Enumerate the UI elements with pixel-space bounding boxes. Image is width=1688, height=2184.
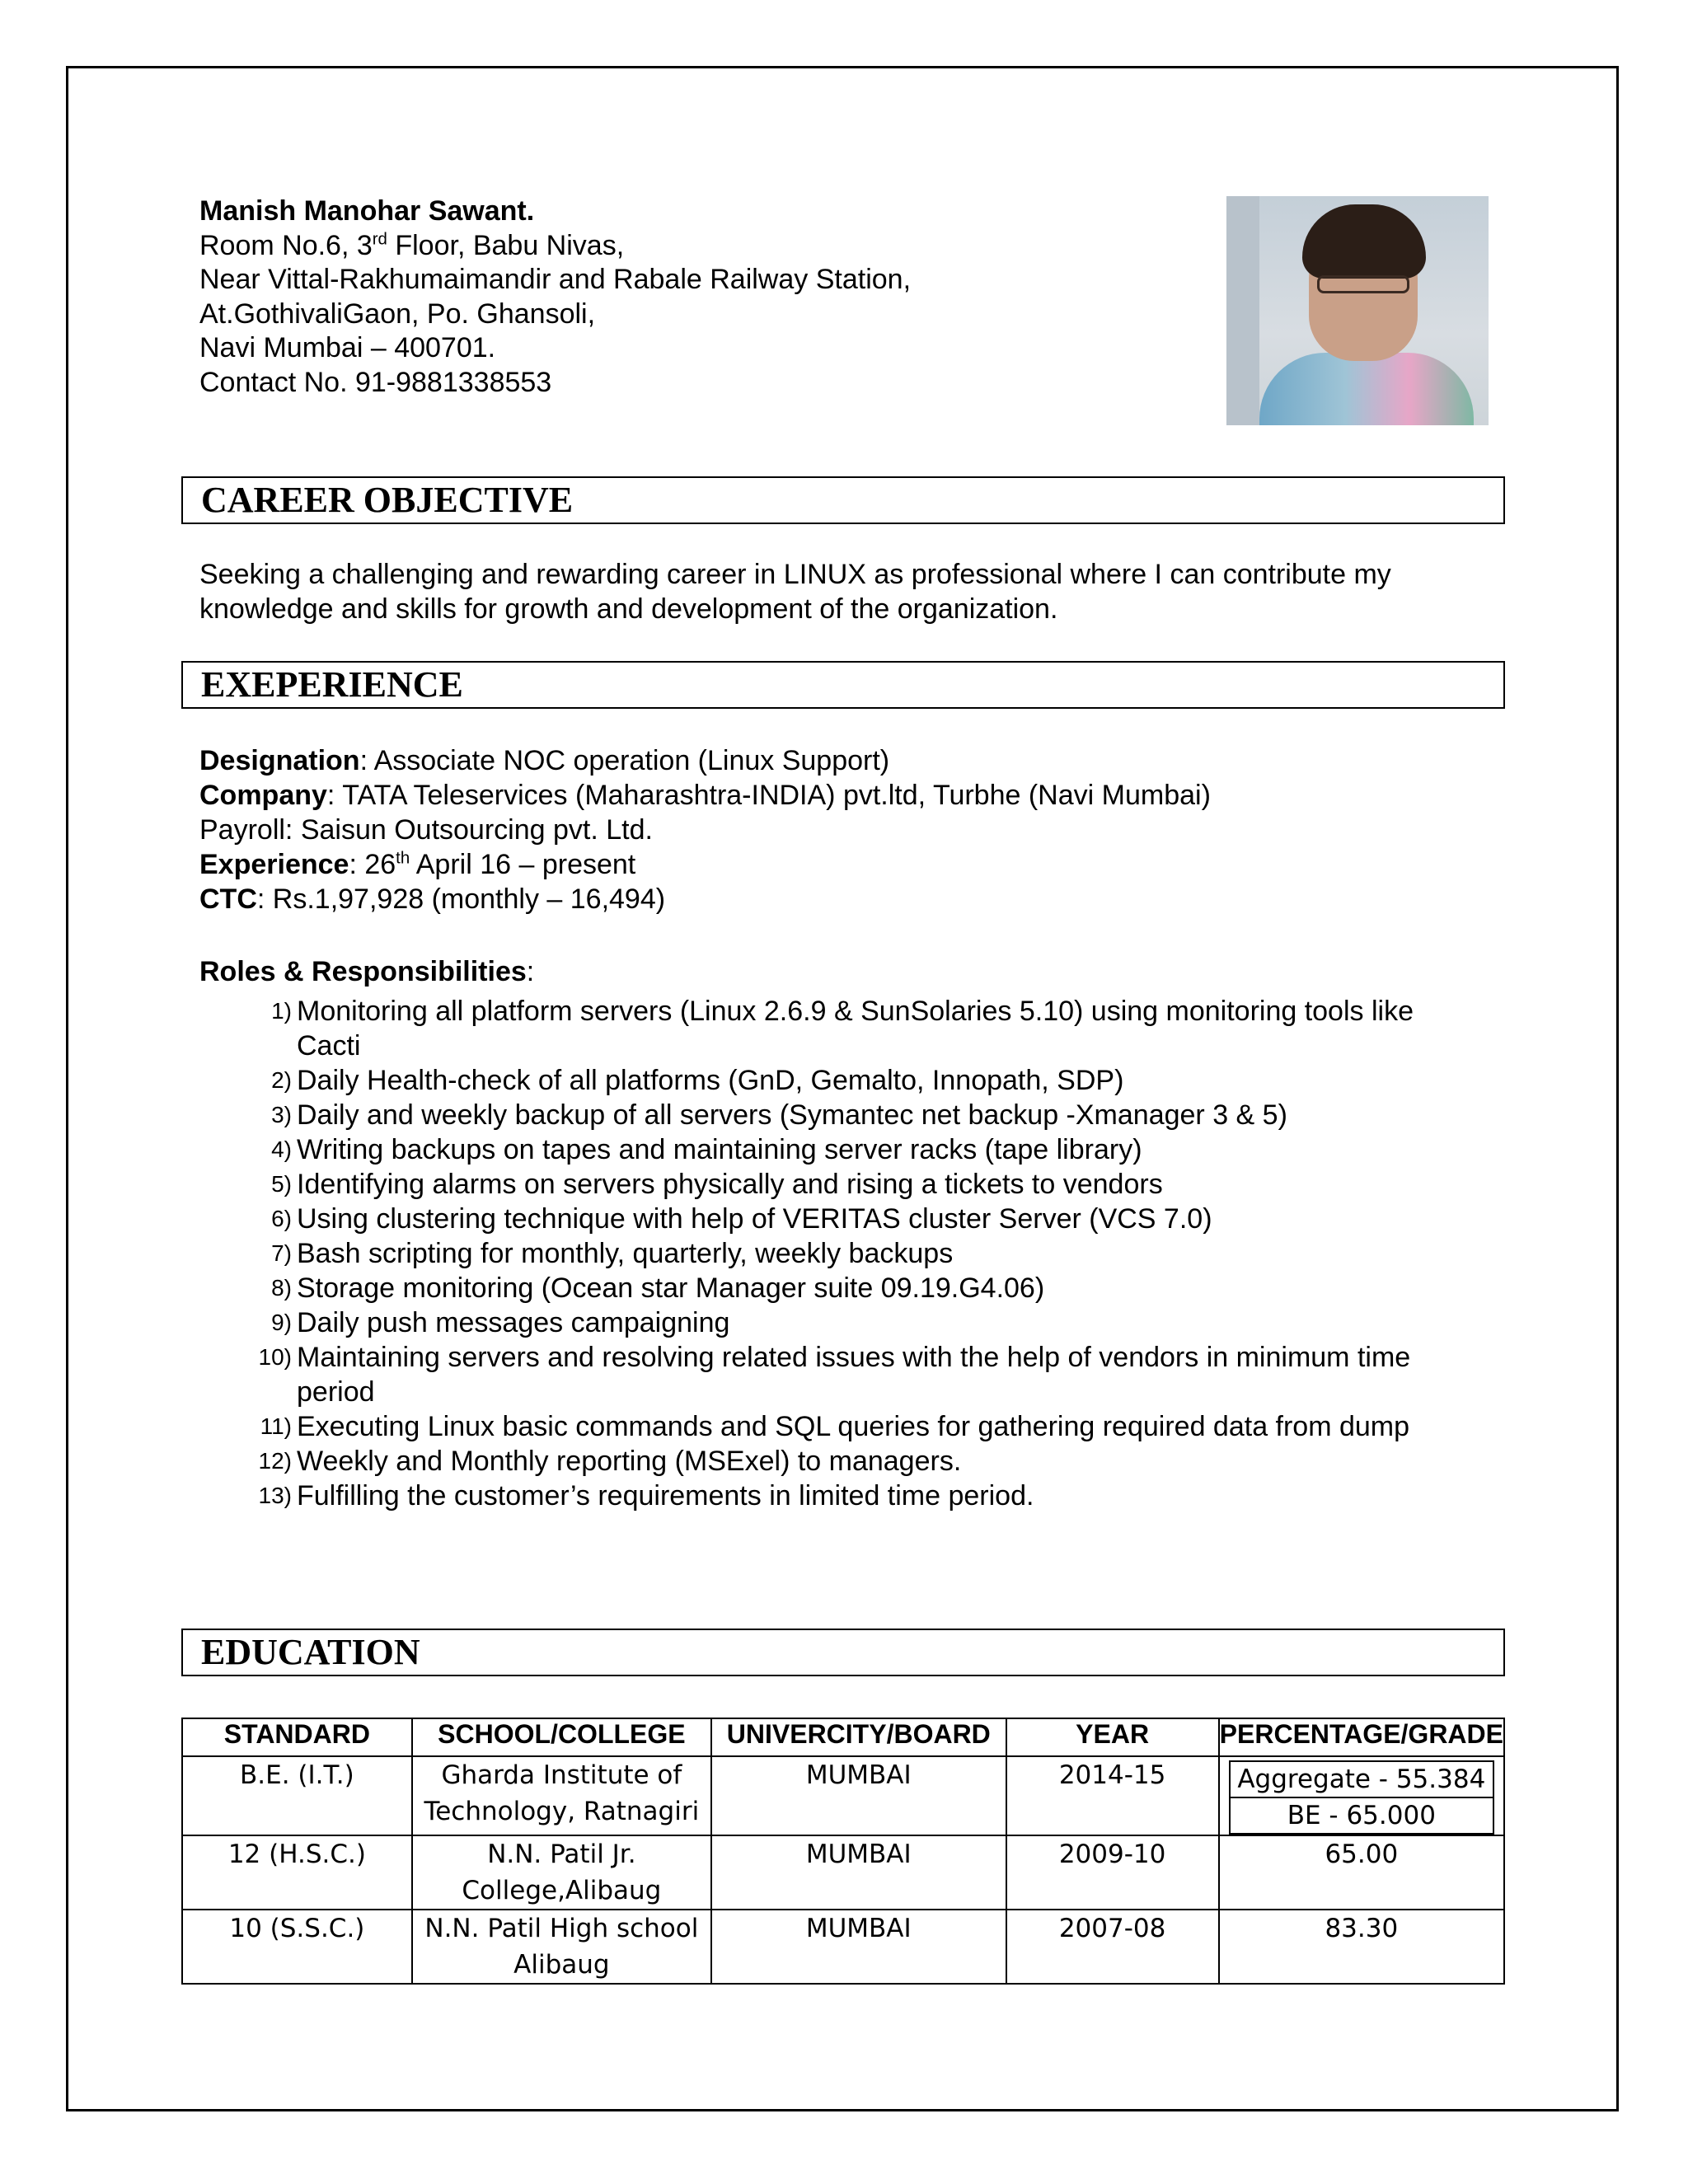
role-item <box>247 1098 1484 1132</box>
role-number: 3) <box>271 1102 292 1127</box>
role-number: 7) <box>271 1240 292 1266</box>
cell-school: N.N. Patil Jr. College,Alibaug <box>412 1835 711 1910</box>
experience-value-sup: th <box>396 849 410 868</box>
role-text: Storage monitoring (Ocean star Manager suite 09.19.G4.06) <box>297 1272 1045 1304</box>
address-line-2: Near Vittal-Rakhumaimandir and Rabale Railway Station, <box>199 264 912 295</box>
role-number: 12) <box>258 1448 292 1474</box>
experience-value-post: April 16 – present <box>410 849 636 880</box>
header-school: SCHOOL/COLLEGE <box>412 1718 711 1756</box>
role-item <box>247 1444 1484 1479</box>
roles-label: Roles & Responsibilities <box>199 956 527 987</box>
photo-shirt <box>1259 353 1474 425</box>
grade-subtable <box>1229 1760 1494 1835</box>
photo-glasses <box>1317 275 1409 293</box>
cell-year: 2007-08 <box>1006 1910 1219 1984</box>
address-line-4: Navi Mumbai – 400701. <box>199 332 496 363</box>
role-text: Executing Linux basic commands and SQL queries for gathering required data from dump <box>297 1411 1410 1442</box>
cell-school: Gharda Institute of Technology, Ratnagiri <box>412 1756 711 1835</box>
cell-grade: 65.00 <box>1219 1835 1504 1910</box>
role-number: 13) <box>258 1483 292 1508</box>
role-number: 5) <box>271 1171 292 1197</box>
address-line-3: At.GothivaliGaon, Po. Ghansoli, <box>199 298 596 330</box>
table-row <box>182 1910 1504 1984</box>
address-line-1-pre: Room No.6, 3 <box>199 229 373 261</box>
company-value: : TATA Teleservices (Maharashtra-INDIA) pvt.ltd, Turbhe (Navi Mumbai) <box>326 780 1211 811</box>
role-item <box>247 1340 1484 1409</box>
address-line-1-post: Floor, Babu Nivas, <box>387 229 625 261</box>
role-item <box>247 1063 1484 1098</box>
education-table <box>181 1718 1505 1985</box>
photo-background-door <box>1226 196 1259 425</box>
header-grade: PERCENTAGE/GRADE <box>1219 1718 1504 1756</box>
role-text: Identifying alarms on servers physically and rising a tickets to vendors <box>297 1169 1163 1200</box>
role-number: 2) <box>271 1067 292 1093</box>
role-item <box>247 1305 1484 1340</box>
profile-photo <box>1226 196 1489 425</box>
role-text: Writing backups on tapes and maintaining server racks (tape library) <box>297 1134 1142 1165</box>
table-row <box>182 1756 1504 1835</box>
cell-board: MUMBAI <box>711 1756 1006 1835</box>
role-number: 10) <box>258 1344 292 1370</box>
cell-year: 2009-10 <box>1006 1835 1219 1910</box>
contact-number: Contact No. 91-9881338553 <box>199 366 552 398</box>
role-number: 11) <box>260 1413 292 1439</box>
ctc-line <box>199 882 665 916</box>
role-text: Weekly and Monthly reporting (MSExel) to managers. <box>297 1446 962 1477</box>
header-standard: STANDARD <box>182 1718 412 1756</box>
designation-label: Designation <box>199 745 360 776</box>
designation-line <box>199 743 889 778</box>
cell-standard: B.E. (I.T.) <box>182 1756 412 1835</box>
role-number: 9) <box>271 1310 292 1335</box>
career-objective-heading: CAREER OBJECTIVE <box>181 476 1505 524</box>
role-text: Monitoring all platform servers (Linux 2.6.9 & SunSolaries 5.10) using monitoring tools like Cacti <box>297 996 1414 1062</box>
cell-standard: 12 (H.S.C.) <box>182 1835 412 1910</box>
designation-value: : Associate NOC operation (Linux Support) <box>359 745 890 776</box>
roles-colon: : <box>526 956 535 987</box>
career-objective-text: Seeking a challenging and rewarding career in LINUX as professional where I can contribute my knowledge and skills for growth and development of the organization. <box>199 559 1391 625</box>
company-line <box>199 778 1211 813</box>
roles-heading <box>199 956 534 988</box>
role-item <box>247 1202 1484 1236</box>
role-item <box>247 1167 1484 1202</box>
role-text: Daily push messages campaigning <box>297 1307 730 1338</box>
role-item <box>247 994 1484 1063</box>
cell-board: MUMBAI <box>711 1835 1006 1910</box>
role-number: 4) <box>271 1137 292 1162</box>
cell-grade <box>1219 1756 1504 1835</box>
photo-hair <box>1302 204 1426 279</box>
role-text: Maintaining servers and resolving related issues with the help of vendors in minimum time period <box>297 1342 1411 1408</box>
cell-board: MUMBAI <box>711 1910 1006 1984</box>
address-line-1-sup: rd <box>372 230 387 249</box>
role-text: Daily Health-check of all platforms (GnD, Gemalto, Innopath, SDP) <box>297 1065 1124 1096</box>
role-item <box>247 1132 1484 1167</box>
table-header-row <box>182 1718 1504 1756</box>
role-number: 6) <box>271 1206 292 1231</box>
address-line-1 <box>199 229 1024 264</box>
role-item <box>247 1271 1484 1305</box>
ctc-value: : Rs.1,97,928 (monthly – 16,494) <box>256 883 666 915</box>
experience-line <box>199 847 635 882</box>
roles-list <box>247 994 1484 1513</box>
role-item <box>247 1479 1484 1513</box>
role-item <box>247 1409 1484 1444</box>
experience-heading: EXEPERIENCE <box>181 661 1505 709</box>
experience-value-pre: : 26 <box>349 849 396 880</box>
header-board: UNIVERCITY/BOARD <box>711 1718 1006 1756</box>
cell-school: N.N. Patil High school Alibaug <box>412 1910 711 1984</box>
table-row <box>182 1835 1504 1910</box>
role-text: Daily and weekly backup of all servers (Symantec net backup -Xmanager 3 & 5) <box>297 1099 1287 1131</box>
experience-label: Experience <box>199 849 349 880</box>
role-text: Bash scripting for monthly, quarterly, weekly backups <box>297 1238 954 1269</box>
grade-aggregate: Aggregate - 55.384 <box>1230 1761 1493 1797</box>
cell-grade: 83.30 <box>1219 1910 1504 1984</box>
role-text: Using clustering technique with help of VERITAS cluster Server (VCS 7.0) <box>297 1203 1212 1235</box>
cell-year: 2014-15 <box>1006 1756 1219 1835</box>
cell-standard: 10 (S.S.C.) <box>182 1910 412 1984</box>
education-heading: EDUCATION <box>181 1629 1505 1676</box>
role-number: 8) <box>271 1275 292 1301</box>
company-label: Company <box>199 780 327 811</box>
role-number: 1) <box>271 998 292 1024</box>
role-item <box>247 1236 1484 1271</box>
header-year: YEAR <box>1006 1718 1219 1756</box>
payroll-line: Payroll: Saisun Outsourcing pvt. Ltd. <box>199 814 653 846</box>
contact-header <box>199 194 1024 400</box>
grade-be: BE - 65.000 <box>1230 1797 1493 1834</box>
candidate-name: Manish Manohar Sawant. <box>199 195 535 227</box>
role-text: Fulfilling the customer’s requirements in limited time period. <box>297 1480 1034 1511</box>
ctc-label: CTC <box>199 883 257 915</box>
